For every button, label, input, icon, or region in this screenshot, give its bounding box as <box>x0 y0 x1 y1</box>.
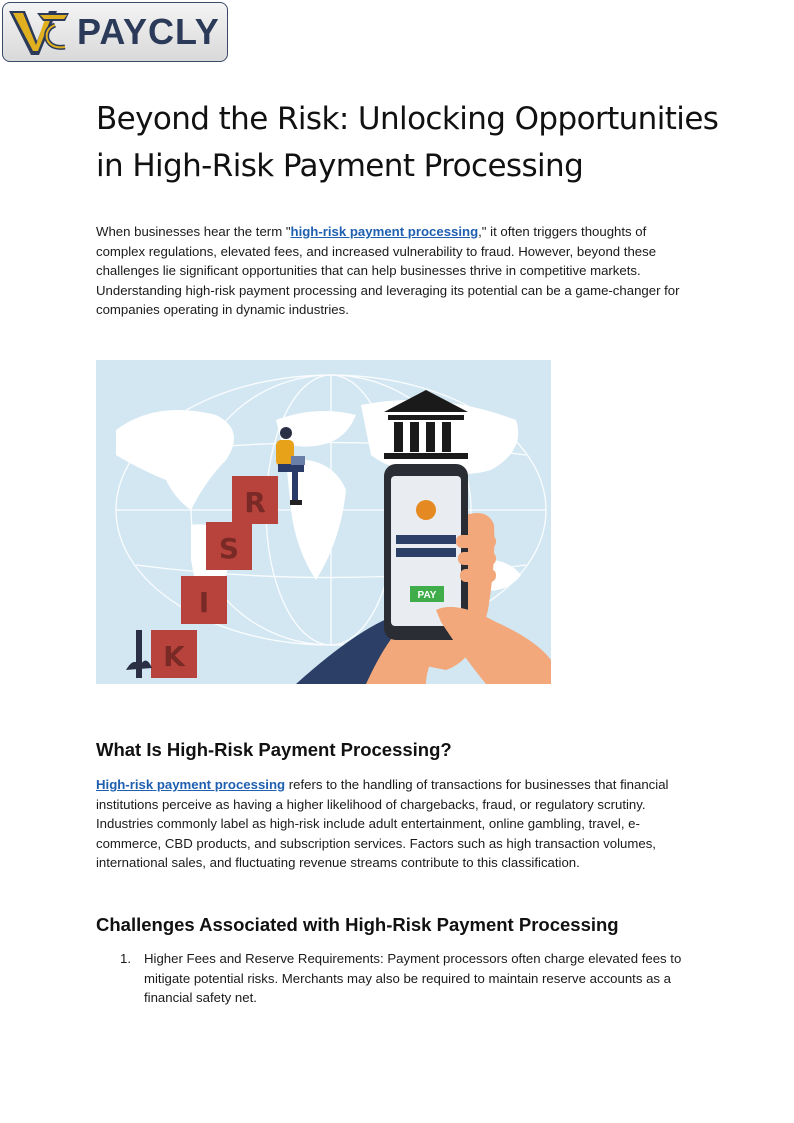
challenges-list <box>96 949 696 1008</box>
section-heading-challenges: Challenges Associated with High-Risk Payment Processing <box>96 914 619 935</box>
list-item-number: 1. <box>120 951 131 966</box>
logo-brand-text: PAYCLY <box>77 11 220 52</box>
page-title: Beyond the Risk: Unlocking Opportunities in High-Risk Payment Processing <box>96 101 719 184</box>
section-heading-what-is: What Is High-Risk Payment Processing? <box>96 739 452 760</box>
phone-pay-label: PAY <box>417 590 437 601</box>
hero-illustration <box>96 360 551 684</box>
risk-letter-s: S <box>218 532 240 565</box>
risk-blocks <box>151 476 278 678</box>
list-item <box>96 949 696 1008</box>
risk-letter-r: R <box>244 486 266 519</box>
paycly-logo[interactable] <box>2 2 228 62</box>
risk-letter-i: I <box>198 586 210 619</box>
list-item-text: Higher Fees and Reserve Requirements: Payment processors often charge elevated fees to mitigate potential risks. Merchants may also be required to maintain reserve accounts as a financial safety net. <box>144 951 682 1005</box>
risk-letter-k: K <box>163 640 185 673</box>
intro-high-risk-link[interactable]: high-risk payment processing <box>290 224 479 239</box>
intro-paragraph <box>96 222 696 320</box>
section-high-risk-link[interactable]: High-risk payment processing <box>96 777 286 792</box>
paycly-logo-mark-icon <box>7 7 77 59</box>
intro-text-after: ," it often triggers thoughts of complex regulations, elevated fees, and increased vulnerability to fraud. However, beyond these challenges lie significant opportunities that can help businesses thrive in competitive markets. Understanding high-risk payment processing and leveraging its potential can be a game-changer for companies operating in dynamic industries. <box>96 224 680 317</box>
intro-text-before: When businesses hear the term " <box>96 224 291 239</box>
section-what-is-paragraph <box>96 775 696 873</box>
plant-icon <box>126 630 152 678</box>
section-what-is-text: refers to the handling of transactions for businesses that financial institutions perceive as having a higher likelihood of chargebacks, fraud, or regulatory scrutiny. Industries commonly label as high-risk include adult entertainment, online gambling, travel, e-commerce, CBD products, and subscription services. Factors such as high transaction volumes, international sales, and fluctuating revenue streams contribute to this classification. <box>96 777 669 870</box>
